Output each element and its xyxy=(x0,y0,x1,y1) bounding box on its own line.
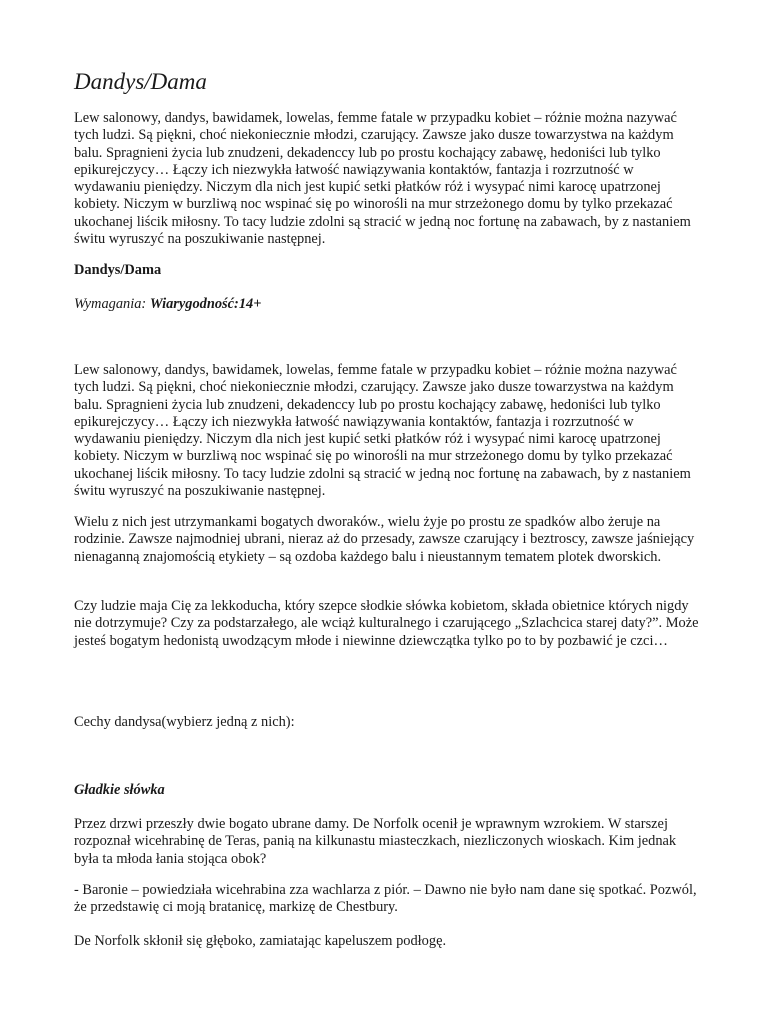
question-paragraph: Czy ludzie maja Cię za lekkoducha, który szepce słodkie słówka kobietom, składa obietnice których nigdy nie dotrzymuje? Czy za podstarzałego, ale wciąż kulturalnego i czarującego „Szlachcica starej daty?”. Może jesteś bogatym hedonistą uwodzącym młode i niewinne dziewczątka tylko po to by pozbawić je czci… xyxy=(74,598,699,649)
repeated-paragraph: Lew salonowy, dandys, bawidamek, lowelas, femme fatale w przypadku kobiet – różnie można nazywać tych ludzi. Są piękni, choć niekoniecznie młodzi, czarujący. Zawsze jako dusze towarzystwa na każdym balu. Spragnieni życia lub znudzeni, dekadenccy lub po prostu kochający zabawę, hedoniści lub tylko epikurejczycy… Łączy ich niezwykła łatwość nawiązywania kontaktów, fantazja i rozrzutność w wydawaniu pieniędzy. Niczym dla nich jest kupić setki płatków róż i wysypać nimi karocę upatrzonej kobiety. Niczym w burzliwą noc wspinać się po winorośli na mur strzeżonego domu by tylko przekazać ukochanej liścik miłosny. To tacy ludzie zdolni są stracić w jedną noc fortunę na zabawach, by z nastaniem świtu wyruszyć na poszukiwanie następnej. xyxy=(74,362,691,500)
kept-paragraph: Wielu z nich jest utrzymankami bogatych dworaków., wielu żyje po prostu ze spadków albo żeruje na rodzinie. Zawsze najmodniej ubrani, nieraz aż do przesady, zawsze czarujący i beztroscy, zawsze jaśniejący nienaganną znajomością etykiety – są ozdoba każdego balu i nieustannym tematem plotek dworskich. xyxy=(74,514,695,565)
trait-title xyxy=(74,782,702,799)
story-paragraph-2: - Baronie – powiedziała wicehrabina zza wachlarza z piór. – Dawno nie było nam dane się spotkać. Pozwól, że przedstawię ci moją bratanicę, markizę de Chestbury. xyxy=(74,882,697,916)
document-title: Dandys/Dama xyxy=(74,69,207,94)
traits-intro: Cechy dandysa(wybierz jedną z nich): xyxy=(74,714,295,730)
requirements-line xyxy=(74,296,261,313)
trait-title-text: Gładkie słówka xyxy=(74,782,165,798)
story-paragraph-3: De Norfolk skłonił się głęboko, zamiatając kapeluszem podłogę. xyxy=(74,933,447,949)
intro-paragraph: Lew salonowy, dandys, bawidamek, lowelas, femme fatale w przypadku kobiet – różnie można nazywać tych ludzi. Są piękni, choć niekoniecznie młodzi, czarujący. Zawsze jako dusze towarzystwa na każdym balu. Spragnieni życia lub znudzeni, dekadenccy lub po prostu kochający zabawę, hedoniści lub tylko epikurejczycy… Łączy ich niezwykła łatwość nawiązywania kontaktów, fantazja i rozrzutność w wydawaniu pieniędzy. Niczym dla nich jest kupić setki płatków róż i wysypać nimi karocę upatrzonej kobiety. Niczym w burzliwą noc wspinać się po winorośli na mur strzeżonego domu by tylko przekazać ukochanej liścik miłosny. To tacy ludzie zdolni są stracić w jedną noc fortunę na zabawach, by z nastaniem świtu wyruszyć na poszukiwanie następnej. xyxy=(74,110,691,248)
requirements-value: Wiarygodność:14+ xyxy=(149,296,262,312)
requirements-label: Wymagania: xyxy=(74,296,147,312)
story-paragraph-1: Przez drzwi przeszły dwie bogato ubrane damy. De Norfolk ocenił je wprawnym wzrokiem. W starszej rozpoznał wicehrabinę de Teras, panią na kilkunastu miasteczkach, niezliczonych wioskach. Kim jednak była ta młoda łania stojąca obok? xyxy=(74,816,677,867)
section-heading: Dandys/Dama xyxy=(74,262,162,278)
